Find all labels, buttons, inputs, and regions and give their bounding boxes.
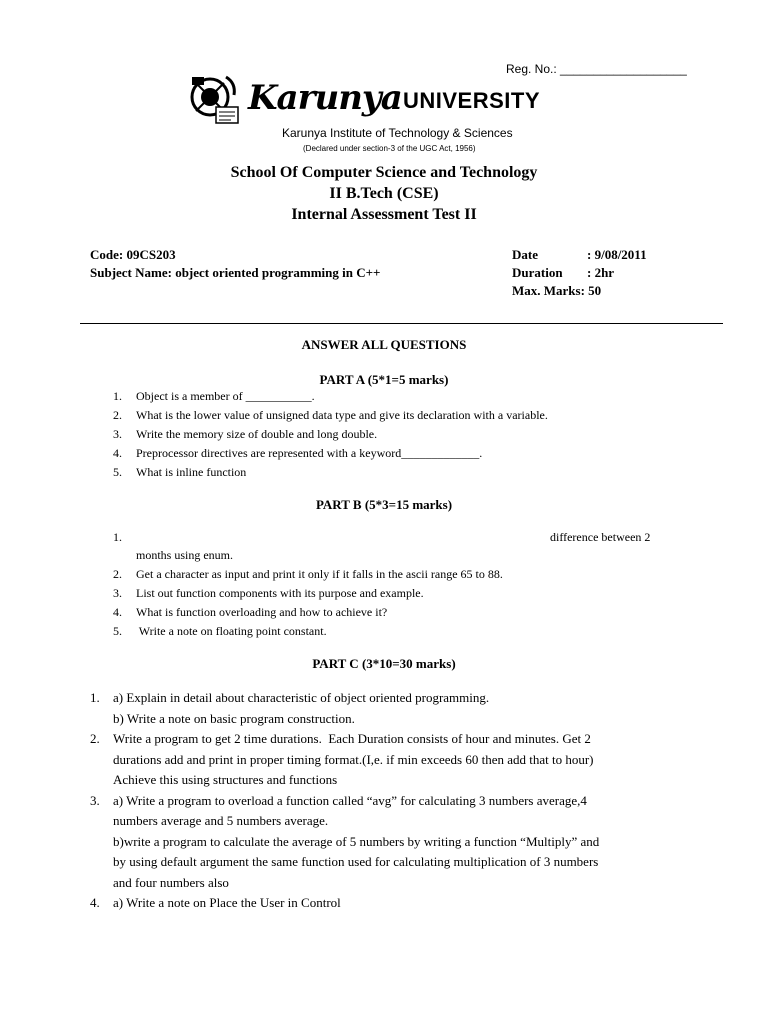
institute-name: Karunya Institute of Technology & Sciences [282,126,513,140]
part-b-item-text: Get a character as input and print it only if it falls in the ascii range 65 to 88. [136,567,503,581]
part-c-q-text: a) Write a note on Place the User in Control [113,895,341,910]
part-a-heading: PART A (5*1=5 marks) [319,372,449,387]
part-a-item-number: 3. [113,427,122,441]
part-a-item-text: What is the lower value of unsigned data type and give its declaration with a variable. [136,408,548,422]
test-title: Internal Assessment Test II [291,206,477,223]
part-c-q-text: durations add and print in proper timing format.(I,e. if min exceeds 60 then add that to hour) [113,752,594,767]
part-a-item-text: Object is a member of ___________. [136,389,315,403]
part-b-item-number: 4. [113,605,122,619]
part-b-item-text: List out function components with its purpose and example. [136,586,424,600]
part-a-item-number: 1. [113,389,122,403]
part-a-item-number: 2. [113,408,122,422]
subject-name: Subject Name: object oriented programming in C++ [90,265,381,280]
school-title: School Of Computer Science and Technology [230,164,538,181]
part-c-q-text: by using default argument the same function used for calculating multiplication of 3 numbers [113,854,599,869]
university-label: UNIVERSITY [403,88,541,113]
part-b-item-text: months using enum. [136,548,234,562]
brand-name: Karunya [248,78,402,118]
part-a-item-text: Write the memory size of double and long double. [136,427,378,441]
part-b-item-number: 1. [113,530,122,544]
part-b-item-number: 2. [113,567,122,581]
part-b-item-text: Write a note on floating point constant. [136,624,327,638]
reg-no: Reg. No.: ___________________ [506,62,687,76]
part-c-q-number: 4. [90,895,100,910]
date-label: Date [512,247,538,262]
declaration-note: (Declared under section-3 of the UGC Act, 1956) [303,144,476,153]
part-c-q-text: b)write a program to calculate the average of 5 numbers by writing a function “Multiply” and [113,834,600,849]
part-c-q-text: a) Explain in detail about characteristic of object oriented programming. [113,690,490,705]
instructions: ANSWER ALL QUESTIONS [301,337,467,352]
part-a-item-text: What is inline function [136,465,247,479]
part-a-item-number: 4. [113,446,122,460]
course-code: Code: 09CS203 [90,247,176,262]
part-c-q-text: Achieve this using structures and functions [113,772,338,787]
duration-value: : 2hr [587,265,615,280]
duration-label: Duration [512,265,563,280]
part-b-heading: PART B (5*3=15 marks) [315,497,453,512]
part-b-item-number: 5. [113,624,122,638]
university-logo-icon [186,73,246,129]
part-a-item-text: Preprocessor directives are represented with a keyword_____________. [136,446,483,460]
course-title: II B.Tech (CSE) [329,185,439,202]
part-a-item-number: 5. [113,465,122,479]
part-b-item-text: What is function overloading and how to achieve it? [136,605,388,619]
part-c-q-text: Write a program to get 2 time durations. Each Duration consists of hour and minutes. Get 2 [113,731,591,746]
part-c-q-text: a) Write a program to overload a function called “avg” for calculating 3 numbers average,4 [113,793,587,808]
max-marks: Max. Marks: 50 [512,283,602,298]
part-b-item-number: 3. [113,586,122,600]
date-value: : 9/08/2011 [587,247,647,262]
part-c-q-number: 3. [90,793,100,808]
part-c-q-text: b) Write a note on basic program construction. [113,711,355,726]
divider-rule [80,323,723,324]
part-c-heading: PART C (3*10=30 marks) [312,656,456,671]
part-c-q-number: 2. [90,731,100,746]
part-c-q-number: 1. [90,690,100,705]
part-c-q-text: and four numbers also [113,875,229,890]
part-c-q-text: numbers average and 5 numbers average. [113,813,329,828]
part-b-item-text: difference between 2 [550,530,651,544]
